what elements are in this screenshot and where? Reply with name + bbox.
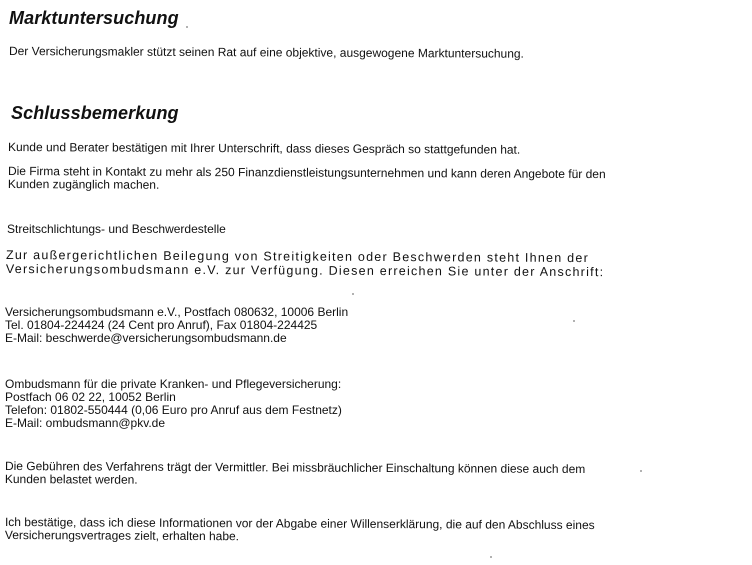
scan-speck	[352, 293, 354, 295]
ombudsmann2-line-3: Telefon: 01802-550444 (0,06 Euro pro Anruf aus dem Festnetz)	[5, 403, 342, 417]
dispute-intro	[6, 248, 605, 279]
market-text: Der Versicherungsmakler stützt seinen Rat auf eine objektive, ausgewogene Marktuntersuchung.	[8, 44, 524, 61]
ombudsmann-versicherung-address	[5, 306, 348, 345]
ombudsmann2-line-2: Postfach 06 02 22, 10052 Berlin	[5, 390, 176, 404]
ombudsmann2-email: E-Mail: ombudsmann@pkv.de	[5, 416, 166, 430]
fees-text-line-1: Die Gebühren des Verfahrens trägt der Vermittler. Bei missbräuchlicher Einschaltung können diese auch dem	[4, 459, 586, 477]
fees-text-line-2: Kunden belastet werden.	[4, 471, 138, 487]
dispute-heading: Streitschlichtungs- und Beschwerdestelle	[7, 222, 226, 236]
ombudsmann1-email: E-Mail: beschwerde@versicherungsombudsmann.de	[5, 331, 287, 345]
acknowledgement-line-2: Versicherungsvertrages zielt, erhalten habe.	[4, 527, 240, 544]
ombudsmann1-line-2: Tel. 01804-224424 (24 Cent pro Anruf), Fax 01804-224425	[5, 318, 318, 332]
firm-text	[8, 165, 606, 194]
heading-marktuntersuchung: Marktuntersuchung	[9, 8, 179, 28]
firm-text-line-1: Die Firma steht in Kontakt zu mehr als 250 Finanzdienstleistungsunternehmen und kann deren Angebote für den	[7, 164, 606, 182]
ombudsmann1-line-1: Versicherungsombudsmann e.V., Postfach 080632, 10006 Berlin	[5, 305, 349, 319]
heading-schlussbemerkung: Schlussbemerkung	[11, 103, 179, 123]
scan-speck	[640, 470, 642, 472]
firm-text-line-2: Kunden zugänglich machen.	[7, 176, 160, 192]
ombudsmann-pkv-address	[5, 378, 342, 430]
confirm-text: Kunde und Berater bestätigen mit Ihrer Unterschrift, dass dieses Gespräch so stattgefunden hat.	[7, 140, 521, 157]
scan-speck	[573, 320, 575, 322]
scan-speck	[490, 556, 492, 558]
dispute-intro-line-2: Versicherungsombudsmann e.V. zur Verfügung. Diesen erreichen Sie unter der Anschrift:	[5, 261, 605, 280]
scan-speck	[186, 26, 188, 28]
dispute-intro-line-1: Zur außergerichtlichen Beilegung von Streitigkeiten oder Beschwerden steht Ihnen der	[5, 248, 590, 266]
fees-text	[5, 460, 585, 489]
ombudsmann2-line-1: Ombudsmann für die private Kranken- und Pflegeversicherung:	[5, 377, 342, 391]
acknowledgement-line-1: Ich bestätige, dass ich diese Informationen vor der Abgabe einer Willenserklärung, die auf den Abschluss eines	[4, 515, 595, 533]
acknowledgement-text	[5, 516, 595, 545]
